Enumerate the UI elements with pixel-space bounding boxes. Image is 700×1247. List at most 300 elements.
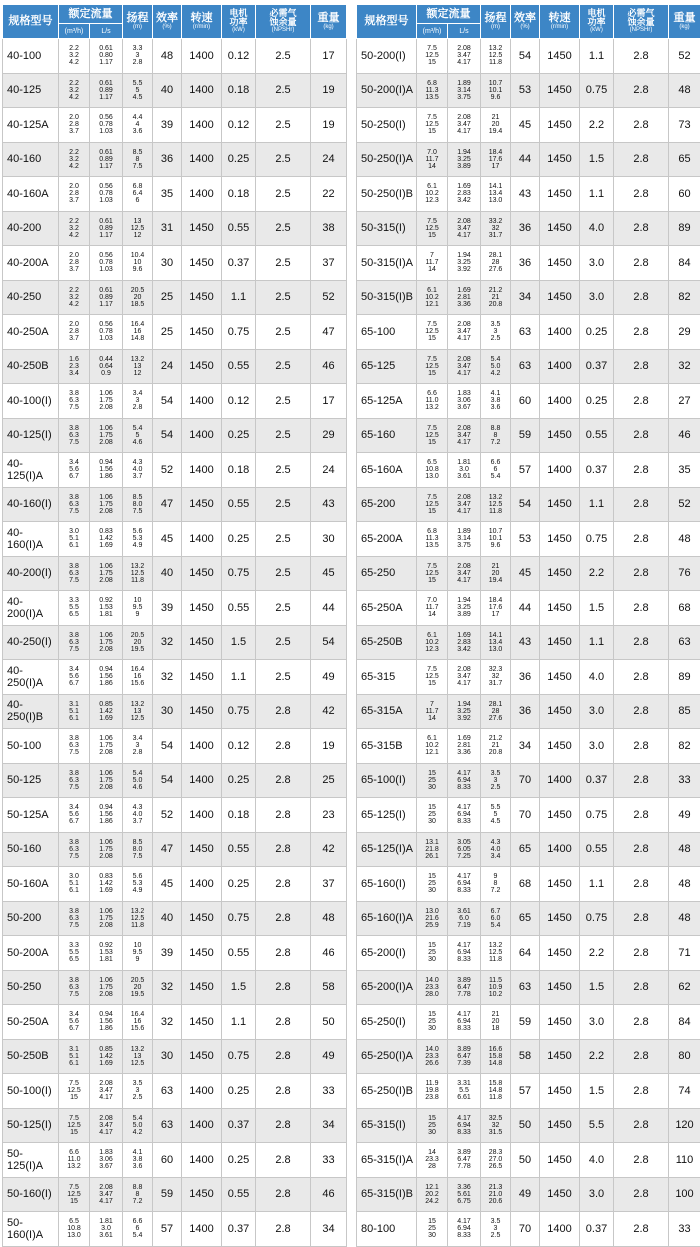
flow-m3h-cell-value: 13.0 bbox=[59, 1232, 89, 1239]
head-cell bbox=[123, 763, 153, 798]
flow-ls-cell-value: 0.85 bbox=[90, 701, 122, 708]
power-cell: 1.5 bbox=[222, 970, 256, 1005]
efficiency-cell: 32 bbox=[153, 625, 182, 660]
npsh-cell: 2.8 bbox=[614, 349, 669, 384]
flow-m3h-cell-value: 25 bbox=[417, 777, 447, 784]
flow-m3h-cell bbox=[59, 694, 90, 729]
head-cell bbox=[123, 660, 153, 695]
flow-m3h-cell-value: 12.5 bbox=[59, 1087, 89, 1094]
flow-ls-cell-value: 3.67 bbox=[90, 1163, 122, 1170]
head-cell-value: 13.0 bbox=[481, 197, 510, 204]
weight-cell: 46 bbox=[311, 936, 347, 971]
flow-ls-cell-value: 1.56 bbox=[90, 1018, 122, 1025]
head-cell-value: 31.7 bbox=[481, 232, 510, 239]
table-row bbox=[357, 211, 700, 246]
head-cell bbox=[123, 177, 153, 212]
head-cell bbox=[123, 142, 153, 177]
table-row bbox=[357, 556, 700, 591]
header-flow: 额定流量 bbox=[417, 5, 481, 24]
head-cell-value: 13.2 bbox=[123, 1046, 152, 1053]
head-cell-value: 27.6 bbox=[481, 715, 510, 722]
head-cell-value: 12 bbox=[123, 232, 152, 239]
head-cell bbox=[123, 1108, 153, 1143]
flow-ls-cell bbox=[90, 729, 123, 764]
flow-ls-cell-value: 2.08 bbox=[448, 666, 480, 673]
flow-ls-cell bbox=[448, 453, 481, 488]
flow-m3h-cell-value: 3.4 bbox=[59, 459, 89, 466]
flow-ls-cell-value: 2.08 bbox=[90, 439, 122, 446]
table-row bbox=[357, 867, 700, 902]
efficiency-cell: 32 bbox=[153, 970, 182, 1005]
head-cell-value: 31.5 bbox=[481, 1129, 510, 1136]
flow-m3h-cell-value: 2.0 bbox=[59, 252, 89, 259]
power-cell: 1.1 bbox=[580, 625, 614, 660]
model-cell: 50-250(I)B bbox=[357, 177, 417, 212]
left-table-body bbox=[3, 39, 347, 1247]
head-cell-value: 3.4 bbox=[123, 735, 152, 742]
head-cell-value: 16 bbox=[123, 673, 152, 680]
head-cell bbox=[123, 211, 153, 246]
power-cell: 1.5 bbox=[222, 625, 256, 660]
weight-cell: 23 bbox=[311, 798, 347, 833]
flow-m3h-cell bbox=[417, 901, 448, 936]
flow-ls-cell-value: 6.94 bbox=[448, 777, 480, 784]
efficiency-cell: 39 bbox=[153, 936, 182, 971]
npsh-cell: 2.8 bbox=[614, 142, 669, 177]
head-cell-value: 9.6 bbox=[481, 94, 510, 101]
flow-m3h-cell-value: 26.1 bbox=[417, 853, 447, 860]
power-cell: 0.25 bbox=[222, 522, 256, 557]
flow-ls-cell-value: 3.61 bbox=[448, 908, 480, 915]
speed-cell: 1400 bbox=[540, 453, 580, 488]
weight-cell: 17 bbox=[311, 39, 347, 74]
flow-m3h-cell-value: 12.5 bbox=[417, 673, 447, 680]
flow-ls-cell-value: 3.47 bbox=[448, 328, 480, 335]
flow-m3h-cell-value: 10.8 bbox=[417, 466, 447, 473]
speed-cell: 1450 bbox=[540, 556, 580, 591]
head-cell-value: 21 bbox=[481, 294, 510, 301]
weight-cell: 48 bbox=[311, 901, 347, 936]
flow-ls-cell bbox=[448, 1039, 481, 1074]
head-cell bbox=[123, 1212, 153, 1247]
flow-m3h-cell-value: 6.7 bbox=[59, 680, 89, 687]
head-cell-value: 5.0 bbox=[123, 1122, 152, 1129]
flow-ls-cell-value: 1.69 bbox=[90, 715, 122, 722]
speed-cell: 1450 bbox=[540, 591, 580, 626]
weight-cell: 37 bbox=[311, 867, 347, 902]
efficiency-cell: 30 bbox=[153, 246, 182, 281]
model-cell: 65-250(I)A bbox=[357, 1039, 417, 1074]
flow-m3h-cell bbox=[417, 522, 448, 557]
flow-ls-cell bbox=[90, 1074, 123, 1109]
flow-ls-cell-value: 2.08 bbox=[90, 508, 122, 515]
speed-cell: 1450 bbox=[182, 315, 222, 350]
weight-cell: 80 bbox=[669, 1039, 700, 1074]
weight-cell: 100 bbox=[669, 1177, 700, 1212]
flow-m3h-cell-value: 5.6 bbox=[59, 466, 89, 473]
table-row bbox=[357, 625, 700, 660]
model-cell: 40-160A bbox=[3, 177, 59, 212]
flow-m3h-cell-value: 15 bbox=[417, 770, 447, 777]
power-cell: 1.1 bbox=[222, 660, 256, 695]
head-cell-value: 28 bbox=[481, 708, 510, 715]
head-cell-value: 9.5 bbox=[123, 604, 152, 611]
head-cell bbox=[481, 487, 511, 522]
npsh-cell: 2.8 bbox=[614, 177, 669, 212]
model-cell: 50-200 bbox=[3, 901, 59, 936]
speed-cell: 1450 bbox=[540, 1005, 580, 1040]
head-cell-value: 7.5 bbox=[123, 163, 152, 170]
efficiency-cell: 25 bbox=[153, 315, 182, 350]
table-row bbox=[357, 522, 700, 557]
flow-ls-cell-value: 3.61 bbox=[90, 1232, 122, 1239]
head-cell-value: 20.5 bbox=[123, 977, 152, 984]
head-cell bbox=[123, 798, 153, 833]
npsh-cell: 2.8 bbox=[614, 487, 669, 522]
power-cell: 3.0 bbox=[580, 1177, 614, 1212]
flow-ls-cell bbox=[90, 936, 123, 971]
head-cell-value: 7.2 bbox=[481, 439, 510, 446]
model-cell: 50-100(I) bbox=[3, 1074, 59, 1109]
flow-m3h-cell-value: 13.0 bbox=[417, 473, 447, 480]
weight-cell: 89 bbox=[669, 660, 700, 695]
speed-cell: 1450 bbox=[540, 625, 580, 660]
head-cell-value: 4.3 bbox=[481, 839, 510, 846]
speed-cell: 1400 bbox=[182, 177, 222, 212]
head-cell bbox=[123, 901, 153, 936]
model-cell: 40-125(I)A bbox=[3, 453, 59, 488]
head-cell-value: 5.0 bbox=[123, 777, 152, 784]
model-cell: 50-125(I)A bbox=[3, 1143, 59, 1178]
flow-ls-cell-value: 1.83 bbox=[90, 1149, 122, 1156]
flow-m3h-cell bbox=[59, 832, 90, 867]
flow-m3h-cell bbox=[417, 625, 448, 660]
head-cell-value: 16.6 bbox=[481, 1046, 510, 1053]
flow-ls-cell-value: 1.75 bbox=[90, 915, 122, 922]
head-cell-value: 15.6 bbox=[123, 680, 152, 687]
flow-m3h-cell bbox=[417, 108, 448, 143]
flow-ls-cell-value: 8.33 bbox=[448, 784, 480, 791]
pump-spec-table-right bbox=[356, 4, 700, 1247]
left-spec-table-panel bbox=[2, 4, 346, 1247]
head-cell-value: 28.1 bbox=[481, 252, 510, 259]
head-cell bbox=[481, 660, 511, 695]
flow-ls-cell-value: 1.86 bbox=[90, 680, 122, 687]
head-cell-value: 3.5 bbox=[481, 321, 510, 328]
head-cell-value: 16.4 bbox=[123, 321, 152, 328]
header-head: 扬程 (m) bbox=[123, 5, 153, 39]
speed-cell: 1400 bbox=[182, 867, 222, 902]
flow-ls-cell bbox=[448, 591, 481, 626]
flow-ls-cell bbox=[90, 556, 123, 591]
flow-m3h-cell-value: 25 bbox=[417, 1122, 447, 1129]
power-cell: 0.75 bbox=[580, 522, 614, 557]
flow-m3h-cell-value: 6.1 bbox=[417, 735, 447, 742]
head-cell-value: 20.8 bbox=[481, 749, 510, 756]
flow-ls-cell-value: 6.0 bbox=[448, 915, 480, 922]
efficiency-cell: 50 bbox=[511, 1143, 540, 1178]
flow-ls-cell bbox=[90, 522, 123, 557]
head-cell-value: 5.0 bbox=[481, 363, 510, 370]
flow-m3h-cell-value: 3.1 bbox=[59, 1046, 89, 1053]
npsh-cell: 2.8 bbox=[614, 384, 669, 419]
flow-m3h-cell-value: 15 bbox=[417, 804, 447, 811]
flow-ls-cell-value: 8.33 bbox=[448, 956, 480, 963]
npsh-cell: 2.8 bbox=[614, 1074, 669, 1109]
power-cell: 0.75 bbox=[580, 73, 614, 108]
model-cell: 40-100(I) bbox=[3, 384, 59, 419]
flow-ls-cell-value: 6.47 bbox=[448, 984, 480, 991]
table-row bbox=[3, 39, 347, 74]
flow-m3h-cell-value: 3.2 bbox=[59, 156, 89, 163]
speed-cell: 1400 bbox=[182, 142, 222, 177]
efficiency-cell: 36 bbox=[511, 211, 540, 246]
power-cell: 2.2 bbox=[580, 936, 614, 971]
table-row bbox=[357, 246, 700, 281]
flow-ls-cell-value: 3.75 bbox=[448, 542, 480, 549]
header-head: 扬程 (m) bbox=[481, 5, 511, 39]
flow-m3h-cell-value: 12.5 bbox=[417, 121, 447, 128]
weight-cell: 89 bbox=[669, 211, 700, 246]
header-npsh: 必需气 蚀余量 (NPSHr) bbox=[256, 5, 311, 39]
head-cell-value: 8 bbox=[123, 156, 152, 163]
flow-ls-cell-value: 6.47 bbox=[448, 1053, 480, 1060]
right-table-body bbox=[357, 39, 700, 1247]
flow-ls-cell-value: 1.06 bbox=[90, 839, 122, 846]
head-cell-value: 5.4 bbox=[481, 473, 510, 480]
table-row bbox=[3, 315, 347, 350]
flow-m3h-cell-value: 3.7 bbox=[59, 335, 89, 342]
efficiency-cell: 60 bbox=[511, 384, 540, 419]
weight-cell: 34 bbox=[311, 1108, 347, 1143]
flow-ls-cell-value: 2.08 bbox=[90, 922, 122, 929]
flow-ls-cell-value: 1.06 bbox=[90, 770, 122, 777]
flow-ls-cell-value: 1.86 bbox=[90, 473, 122, 480]
flow-m3h-cell bbox=[59, 936, 90, 971]
table-row bbox=[3, 556, 347, 591]
flow-ls-cell-value: 6.94 bbox=[448, 1225, 480, 1232]
head-cell-value: 4.0 bbox=[123, 466, 152, 473]
table-row bbox=[3, 1074, 347, 1109]
model-cell: 50-125A bbox=[3, 798, 59, 833]
model-cell: 65-250 bbox=[357, 556, 417, 591]
speed-cell: 1400 bbox=[540, 832, 580, 867]
power-cell: 5.5 bbox=[580, 1108, 614, 1143]
power-cell: 0.55 bbox=[222, 1177, 256, 1212]
flow-m3h-cell bbox=[417, 556, 448, 591]
flow-ls-cell bbox=[448, 694, 481, 729]
flow-m3h-cell-value: 11.0 bbox=[59, 1156, 89, 1163]
flow-ls-cell-value: 2.81 bbox=[448, 742, 480, 749]
weight-cell: 82 bbox=[669, 729, 700, 764]
flow-ls-cell-value: 5.61 bbox=[448, 1191, 480, 1198]
flow-ls-cell-value: 0.85 bbox=[90, 1046, 122, 1053]
head-cell-value: 12.5 bbox=[481, 949, 510, 956]
flow-m3h-cell-value: 14.0 bbox=[417, 1046, 447, 1053]
flow-m3h-cell-value: 4.2 bbox=[59, 232, 89, 239]
flow-ls-cell-value: 2.83 bbox=[448, 639, 480, 646]
head-cell-value: 11.5 bbox=[481, 977, 510, 984]
power-cell: 0.37 bbox=[222, 246, 256, 281]
head-cell-value: 20 bbox=[481, 1018, 510, 1025]
flow-m3h-cell-value: 13.2 bbox=[59, 1163, 89, 1170]
flow-m3h-cell-value: 15 bbox=[417, 1218, 447, 1225]
flow-m3h-cell-value: 7.5 bbox=[417, 494, 447, 501]
table-row bbox=[3, 798, 347, 833]
flow-m3h-cell-value: 11.9 bbox=[417, 1080, 447, 1087]
flow-m3h-cell bbox=[417, 211, 448, 246]
flow-ls-cell-value: 0.56 bbox=[90, 183, 122, 190]
table-row bbox=[357, 349, 700, 384]
weight-cell: 25 bbox=[311, 763, 347, 798]
efficiency-cell: 25 bbox=[153, 280, 182, 315]
flow-ls-cell-value: 6.75 bbox=[448, 1198, 480, 1205]
model-cell: 50-250A bbox=[3, 1005, 59, 1040]
flow-ls-cell-value: 3.47 bbox=[448, 225, 480, 232]
head-cell bbox=[481, 832, 511, 867]
model-cell: 50-250 bbox=[3, 970, 59, 1005]
head-cell-value: 3.4 bbox=[123, 390, 152, 397]
flow-m3h-cell-value: 5.6 bbox=[59, 811, 89, 818]
model-cell: 65-200 bbox=[357, 487, 417, 522]
weight-cell: 58 bbox=[311, 970, 347, 1005]
flow-ls-cell-value: 3.67 bbox=[448, 404, 480, 411]
flow-ls-cell-value: 1.75 bbox=[90, 639, 122, 646]
flow-ls-cell-value: 4.17 bbox=[448, 232, 480, 239]
npsh-cell: 2.8 bbox=[614, 1108, 669, 1143]
head-cell-value: 21 bbox=[481, 114, 510, 121]
head-cell bbox=[123, 246, 153, 281]
flow-m3h-cell-value: 15 bbox=[417, 873, 447, 880]
flow-ls-cell bbox=[90, 901, 123, 936]
flow-m3h-cell bbox=[417, 936, 448, 971]
head-cell-value: 14.8 bbox=[123, 335, 152, 342]
speed-cell: 1450 bbox=[540, 867, 580, 902]
efficiency-cell: 52 bbox=[153, 798, 182, 833]
model-cell: 65-125(I)A bbox=[357, 832, 417, 867]
head-cell-value: 32 bbox=[481, 1122, 510, 1129]
flow-m3h-cell-value: 11.7 bbox=[417, 259, 447, 266]
head-cell bbox=[481, 1212, 511, 1247]
flow-m3h-cell-value: 30 bbox=[417, 1129, 447, 1136]
flow-ls-cell-value: 1.69 bbox=[90, 1060, 122, 1067]
npsh-cell: 2.8 bbox=[256, 1177, 311, 1212]
flow-m3h-cell-value: 6.3 bbox=[59, 915, 89, 922]
flow-m3h-cell-value: 7.5 bbox=[417, 45, 447, 52]
flow-ls-cell-value: 3.47 bbox=[90, 1087, 122, 1094]
table-row bbox=[357, 1039, 700, 1074]
flow-m3h-cell-value: 3.7 bbox=[59, 197, 89, 204]
flow-ls-cell-value: 3.0 bbox=[90, 1225, 122, 1232]
flow-m3h-cell-value: 30 bbox=[417, 818, 447, 825]
flow-m3h-cell-value: 3.0 bbox=[59, 528, 89, 535]
flow-m3h-cell bbox=[59, 418, 90, 453]
table-row bbox=[357, 1074, 700, 1109]
flow-ls-cell-value: 8.33 bbox=[448, 818, 480, 825]
speed-cell: 1450 bbox=[182, 280, 222, 315]
head-cell-value: 3.5 bbox=[123, 1080, 152, 1087]
weight-cell: 62 bbox=[669, 970, 700, 1005]
header-efficiency: 效率 (%) bbox=[511, 5, 540, 39]
flow-ls-cell-value: 8.33 bbox=[448, 1129, 480, 1136]
table-row bbox=[3, 418, 347, 453]
flow-ls-cell-value: 3.92 bbox=[448, 715, 480, 722]
flow-ls-cell-value: 1.56 bbox=[90, 466, 122, 473]
power-cell: 0.55 bbox=[222, 936, 256, 971]
flow-ls-cell-value: 1.53 bbox=[90, 949, 122, 956]
flow-ls-cell-value: 3.92 bbox=[448, 266, 480, 273]
flow-m3h-cell-value: 7.5 bbox=[417, 356, 447, 363]
flow-ls-cell bbox=[448, 487, 481, 522]
efficiency-cell: 58 bbox=[511, 1039, 540, 1074]
head-cell-value: 13.2 bbox=[123, 563, 152, 570]
power-cell: 0.55 bbox=[222, 211, 256, 246]
flow-m3h-cell bbox=[59, 1212, 90, 1247]
flow-ls-cell-value: 2.08 bbox=[448, 45, 480, 52]
flow-ls-cell bbox=[448, 1212, 481, 1247]
head-cell bbox=[481, 556, 511, 591]
weight-cell: 37 bbox=[311, 246, 347, 281]
npsh-cell: 2.5 bbox=[256, 246, 311, 281]
npsh-cell: 2.8 bbox=[614, 1005, 669, 1040]
weight-cell: 42 bbox=[311, 694, 347, 729]
head-cell-value: 10 bbox=[123, 597, 152, 604]
table-row bbox=[3, 280, 347, 315]
flow-m3h-cell-value: 25 bbox=[417, 1018, 447, 1025]
model-cell: 65-315(I)B bbox=[357, 1177, 417, 1212]
flow-m3h-cell-value: 11.3 bbox=[417, 87, 447, 94]
head-cell bbox=[481, 418, 511, 453]
model-cell: 40-200(I)A bbox=[3, 591, 59, 626]
flow-ls-cell-value: 1.69 bbox=[448, 735, 480, 742]
head-cell bbox=[481, 1039, 511, 1074]
flow-m3h-cell bbox=[417, 1143, 448, 1178]
head-cell-value: 12.5 bbox=[481, 501, 510, 508]
flow-m3h-cell-value: 2.0 bbox=[59, 321, 89, 328]
power-cell: 0.55 bbox=[222, 349, 256, 384]
head-cell-value: 10.9 bbox=[481, 984, 510, 991]
npsh-cell: 2.8 bbox=[256, 1212, 311, 1247]
flow-ls-cell bbox=[448, 73, 481, 108]
weight-cell: 71 bbox=[669, 936, 700, 971]
npsh-cell: 2.8 bbox=[614, 556, 669, 591]
flow-ls-cell-value: 3.14 bbox=[448, 535, 480, 542]
flow-m3h-cell-value: 6.7 bbox=[59, 473, 89, 480]
flow-m3h-cell-value: 6.5 bbox=[417, 459, 447, 466]
head-cell-value: 7.2 bbox=[123, 1198, 152, 1205]
model-cell: 65-315(I)A bbox=[357, 1143, 417, 1178]
flow-m3h-cell-value: 4.2 bbox=[59, 301, 89, 308]
table-row bbox=[357, 39, 700, 74]
flow-ls-cell bbox=[448, 1108, 481, 1143]
flow-m3h-cell-value: 6.5 bbox=[59, 611, 89, 618]
efficiency-cell: 70 bbox=[511, 1212, 540, 1247]
head-cell-value: 3 bbox=[123, 1087, 152, 1094]
head-cell-value: 13 bbox=[123, 218, 152, 225]
flow-m3h-cell-value: 23.3 bbox=[417, 1053, 447, 1060]
flow-ls-cell-value: 1.81 bbox=[448, 459, 480, 466]
head-cell bbox=[123, 522, 153, 557]
table-row bbox=[357, 729, 700, 764]
head-cell-value: 21.0 bbox=[481, 1191, 510, 1198]
efficiency-cell: 39 bbox=[153, 108, 182, 143]
npsh-cell: 2.5 bbox=[256, 418, 311, 453]
flow-ls-cell-value: 6.05 bbox=[448, 846, 480, 853]
head-cell-value: 20.5 bbox=[123, 287, 152, 294]
flow-ls-cell-value: 3.89 bbox=[448, 1149, 480, 1156]
efficiency-cell: 24 bbox=[153, 349, 182, 384]
flow-m3h-cell-value: 15 bbox=[417, 335, 447, 342]
